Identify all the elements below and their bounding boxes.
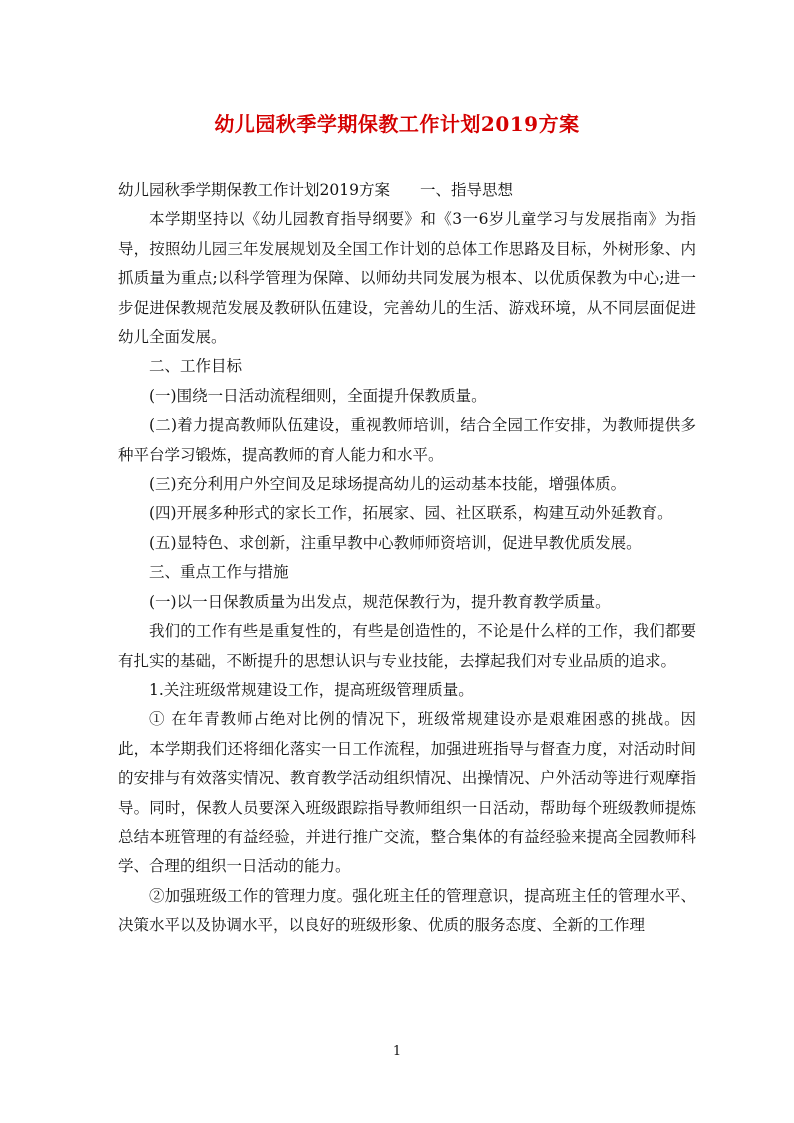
document-title: 幼儿园秋季学期保教工作计划2019方案 [214,112,580,136]
section-heading-key-work: 三、重点工作与措施 [149,563,289,582]
lead-line [118,176,696,205]
section-heading-guiding-ideology: 一、指导思想 [419,181,513,199]
goal-item-4: (四)开展多种形式的家长工作，拓展家、园、社区联系，构建互动外延教育。 [149,504,673,523]
goal-item-3: (三)充分利用户外空间及足球场提高幼儿的运动基本技能，增强体质。 [149,475,627,494]
paragraph-point-1: ① 在年青教师占绝对比例的情况下，班级常规建设亦是艰难困惑的挑战。因此，本学期我们还将细化落实一日工作流程，加强进班指导与督查力度，对活动时间的安排与有效落实情况、教育教学活动组织情况、出操情况、户外活动等进行观摩指导。同时，保教人员要深入班级跟踪指导教师组织一日活动，帮助每个班级教师提炼总结本班管理的有益经验，并进行推广交流，整合集体的有益经验来提高全园教师科学、合理的组织一日活动的能力。 [118,710,696,876]
goal-item-1: (一)围绕一日活动流程细则，全面提升保教质量。 [149,386,487,405]
section-heading-work-goals: 二、工作目标 [149,357,243,376]
subheading-class-routine: 1.关注班级常规建设工作，提高班级管理质量。 [149,680,474,699]
paragraph-work-nature: 我们的工作有些是重复性的，有些是创造性的，不论是什么样的工作，我们都要有扎实的基础，不断提升的思想认识与专业技能，去撑起我们对专业品质的追求。 [118,622,696,670]
lead-doc-name: 幼儿园秋季学期保教工作计划2019方案 [118,181,390,199]
goal-item-2: (二)着力提高教师队伍建设，重视教师培训，结合全园工作安排，为教师提供多种平台学习锻炼，提高教师的育人能力和水平。 [118,416,696,464]
page-number: 1 [392,1044,402,1059]
paragraph-point-2: ②加强班级工作的管理力度。强化班主任的管理意识，提高班主任的管理水平、决策水平以及协调水平，以良好的班级形象、优质的服务态度、全新的工作理 [118,886,696,935]
key-work-item-1: (一)以一日保教质量为出发点，规范保教行为，提升教育教学质量。 [149,592,611,611]
paragraph-guiding-ideology: 本学期坚持以《幼儿园教育指导纲要》和《3一6岁儿童学习与发展指南》为指导，按照幼儿园三年发展规划及全国工作计划的总体工作思路及目标，外树形象、内抓质量为重点;以科学管理为保障、以师幼共同发展为根本、以优质保教为中心;进一步促进保教规范发展及教研队伍建设，完善幼儿的生活、游戏环境，从不同层面促进幼儿全面发展。 [118,210,696,347]
goal-item-5: (五)显特色、求创新，注重早教中心教师师资培训，促进早教优质发展。 [149,533,642,552]
document-body [118,176,696,941]
